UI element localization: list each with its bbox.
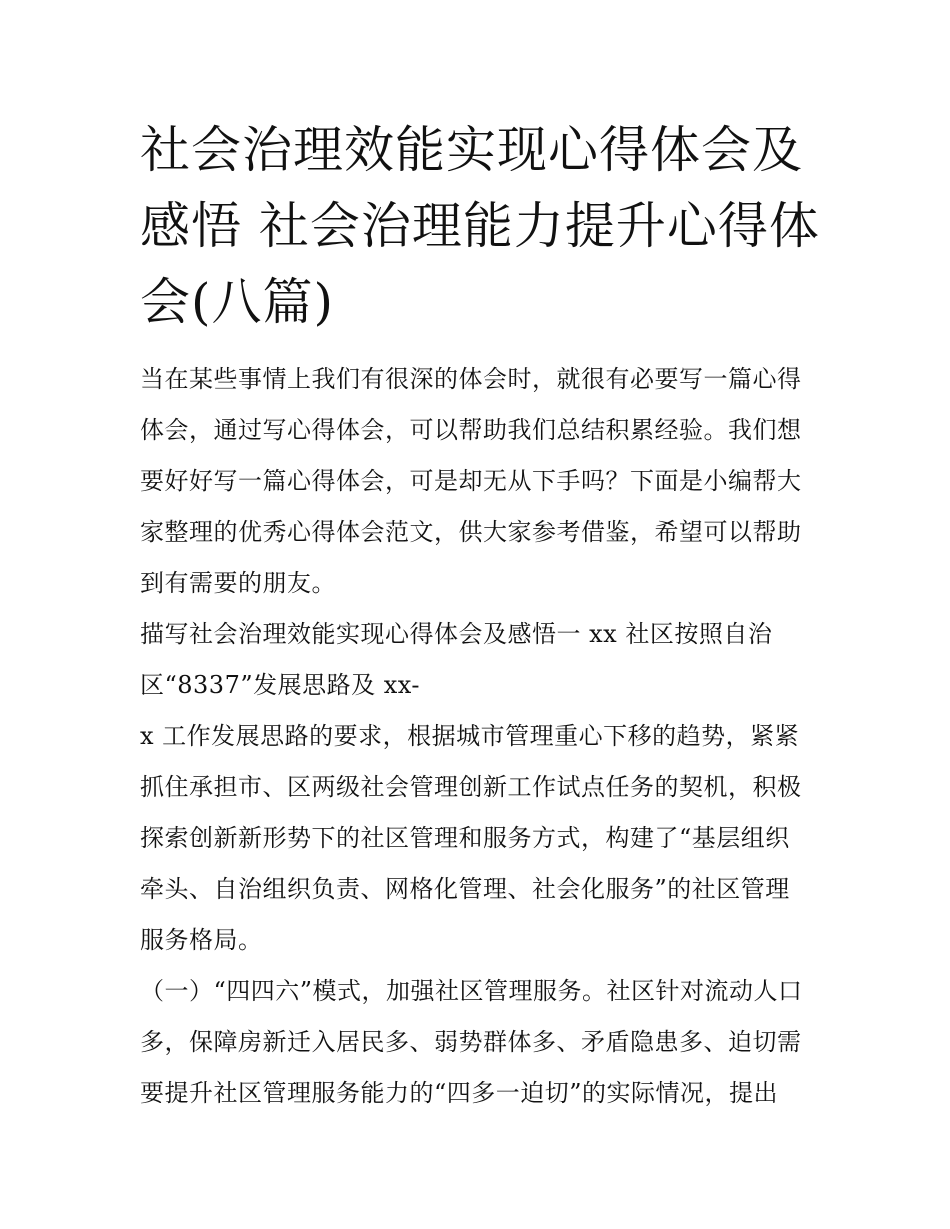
paragraph-line: 探索创新新形势下的社区管理和服务方式，构建了“基层组织 (140, 824, 790, 852)
paragraph-line: 要提升社区管理服务能力的“四多一迫切”的实际情况，提出 (140, 1079, 779, 1107)
paragraph-line: 家整理的优秀心得体会范文，供大家参考借鉴，希望可以帮助 (140, 518, 802, 546)
paragraph-line: 牵头、自治组织负责、网格化管理、社会化服务”的社区管理 (140, 875, 790, 903)
paragraph-line: 描写社会治理效能实现心得体会及感悟一 xx 社区按照自治 (140, 620, 773, 648)
paragraph-line: 要好好写一篇心得体会，可是却无从下手吗？下面是小编帮大 (140, 467, 802, 495)
paragraph-line: （一）“四四六”模式，加强社区管理服务。社区针对流动人口 (140, 977, 803, 1005)
document-title (140, 112, 840, 340)
paragraph-line: x 工作发展思路的要求，根据城市管理重心下移的趋势，紧紧 (140, 722, 800, 750)
paragraph-line: 区“8337”发展思路及 xx- (140, 671, 421, 699)
title-line-2: 感悟 社会治理能力提升心得体 (140, 197, 820, 255)
title-line-1: 社会治理效能实现心得体会及 (140, 121, 803, 179)
title-line-3: 会(八篇) (140, 273, 335, 331)
paragraph-line: 多，保障房新迁入居民多、弱势群体多、矛盾隐患多、迫切需 (140, 1028, 802, 1056)
paragraph-line: 当在某些事情上我们有很深的体会时，就很有必要写一篇心得 (140, 365, 802, 393)
paragraph-line: 抓住承担市、区两级社会管理创新工作试点任务的契机，积极 (140, 773, 802, 801)
paragraph-line: 体会，通过写心得体会，可以帮助我们总结积累经验。我们想 (140, 416, 802, 444)
paragraph-line: 到有需要的朋友。 (140, 569, 336, 597)
paragraph-line: 服务格局。 (140, 926, 263, 954)
